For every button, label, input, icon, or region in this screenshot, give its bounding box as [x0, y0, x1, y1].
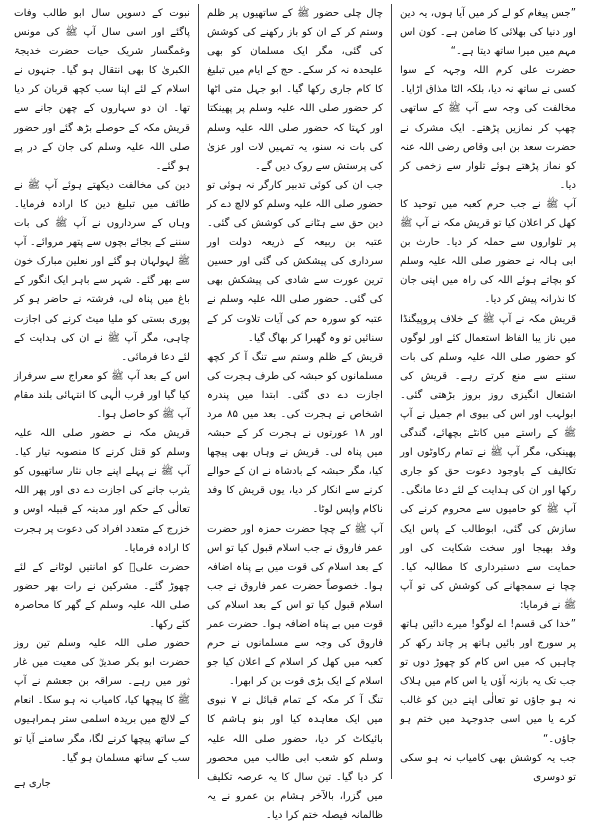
- paragraph: حضرت علی کرم اللہ وجہہ کے سوا کسی نے ساتھ نہ دیا، بلکہ الٹا مذاق اڑایا۔ مخالفت کی وجہ سے آپ ﷺ کے ساتھی چھپ کر نمازیں پڑھتے۔ ایک مشرک نے حضرت سعد بن ابی وقاص رضی اللہ عنہ کو نماز پڑھتے ہوئے تلوار سے زخمی کر دیا۔: [400, 65, 576, 191]
- column-right: [392, 4, 584, 783]
- paragraph: نبوت کے دسویں سال ابو طالب وفات پاگئے اور اسی سال آپ ﷺ کی مونس وغمگسار شریک حیات حضرت خدیجۃ الکبریٰ کا بھی انتقال ہو گیا۔ جنہوں نے اسلام کے لئے اپنا سب کچھ قربان کر دیا تھا۔ ان دو سہاروں کے چھن جانے سے قریش مکہ کے حوصلے بڑھ گئے اور حضور صلی اللہ علیہ وسلم کی جان کے در پے ہو گئے۔: [14, 8, 190, 172]
- continued-note: جاری ہے: [14, 778, 51, 789]
- paragraph: حضور صلی اللہ علیہ وسلم تین روز حضرت ابو بکر صدیقؓ کی معیت میں غار ثور میں رہے۔ سراقہ بن جعشم نے آپ ﷺ کا پیچھا کیا، کامیاب نہ ہو سکا۔ انعام کے لالچ میں بریدہ اسلمی ستر ہمراہیوں کے ساتھ پیچھا کرنے لگا، مگر سامنے آیا تو سب کے ساتھ مسلمان ہو گیا۔: [14, 638, 190, 764]
- column-middle: [199, 4, 392, 821]
- paragraph: آپ ﷺ نے جب حرم کعبہ میں توحید کا کھل کر اعلان کیا تو قریش مکہ نے آپ ﷺ پر تلواروں سے حملہ کر دیا۔ حارث بن ابی ہالہ نے حضور صلی اللہ علیہ وسلم کو بچاتے ہوئے اللہ کی راہ میں اپنی جان کا نذرانہ پیش کر دیا۔: [400, 198, 576, 306]
- paragraph: جب ان کی کوئی تدبیر کارگر نہ ہوئی تو حضور صلی اللہ علیہ وسلم کو لالچ دے کر دین حق سے ہٹانے کی کوشش کی گئی۔ عتبہ بن ربیعہ کے ذریعہ دولت اور سرداری کی پیشکش کی گئی اور حسین ترین عورت سے شادی کی پیشکش بھی کی گئی۔ حضور صلی اللہ علیہ وسلم نے عتبہ کو سورہ حم کی آیات تلاوت کر کے سنائیں تو وہ گھبرا کر بھاگ گیا۔: [207, 179, 383, 344]
- paragraph: آپ ﷺ کے چچا حضرت حمزہ اور حضرت عمر فاروق نے جب اسلام قبول کیا تو اس کے بعد اسلام کی قوت میں بے پناہ اضافہ ہوا۔ خصوصاً حضرت عمر فاروق نے جب اسلام قبول کیا تو اس کے بعد اسلام کی قوت میں بے پناہ اضافہ ہوا۔ حضرت عمر فاروق کی وجہ سے مسلمانوں نے حرم کعبہ میں کھل کر اسلام کے اعلان کیا جو اسلام کے ایک بڑی قوت بن کر ابھرا۔: [207, 523, 383, 688]
- paragraph: تنگ آ کر مکہ کے تمام قبائل نے ۷ نبوی میں ایک معاہدہ کیا اور بنو ہاشم کا بائیکاٹ کر دیا، حضور صلی اللہ علیہ وسلم کو شعب ابی طالب میں محصور کر دیا گیا۔ تین سال کا یہ عرصہ تکلیف میں گزرا، بالآخر ہشام بن عمرو نے یہ ظالمانہ فیصلہ ختم کرا دیا۔: [207, 695, 383, 821]
- paragraph: ”خدا کی قسم! اے لوگو! میرے دائیں ہاتھ پر سورج اور بائیں ہاتھ پر چاند رکھ کر چاہیں کہ میں اس کام کو چھوڑ دوں تو جب تک یہ بازنہ آؤں یا اس کام میں ہلاک نہ ہو جاؤں تو تعالٰی اپنے دین کو غالب کرے یا میں اسی جدوجہد میں ختم ہو جاؤں۔“: [400, 619, 576, 745]
- paragraph: قریش مکہ نے آپ ﷺ کے خلاف پروپیگنڈا میں ناز یبا الفاظ استعمال کئے اور لوگوں کو حضور صلی اللہ علیہ وسلم کی بات سننے سے منع کرتے رہے۔ قریش کی اشتعال انگیزی روز بروز بڑھتی گئی۔ ابولہب اور اس کی بیوی ام جمیل نے آپ ﷺ کے راستے میں کانٹے بچھائے، گندگی پھینکی، مگر آپ ﷺ نے تمام رکاوٹوں اور تکالیف کے باوجود دعوت حق کو جاری رکھا اور ان کی ہدایت کے لئے دعا مانگی۔ آپ ﷺ کو حامیوں سے محروم کرنے کی سازش کی گئی، ابوطالب کے پاس ایک وفد بھیجا اور سخت شکایت کی اور حمایت سے دستبرداری کا مطالبہ کیا۔ چچا نے سمجھانے کی کوشش کی تو آپ ﷺ نے فرمایا:: [400, 313, 576, 611]
- column-left: [6, 4, 199, 779]
- paragraph: حضرت علیؓ کو امانتیں لوٹانے کے لئے چھوڑ گئے۔ مشرکین نے رات بھر حضور صلی اللہ علیہ وسلم کے گھر کا محاصرہ کئے رکھا۔: [14, 561, 190, 630]
- paragraph: دین کی مخالفت دیکھتے ہوئے آپ ﷺ نے طائف میں تبلیغ دین کا ارادہ فرمایا۔ وہاں کے سرداروں نے آپ ﷺ کی بات سننے کے بجائے بچوں سے پتھر مروائے۔ آپ ﷺ لہولہان ہو گئے اور نعلین مبارک خون سے بھر گئے۔ شہر سے باہر ایک انگور کے باغ میں پناہ لی، فرشتہ نے حاضر ہو کر پوری بستی کو ملیا میٹ کرنے کی اجازت چاہی، مگر آپ ﷺ نے ان کی ہدایت کے لئے دعا فرمائی۔: [14, 179, 190, 363]
- paragraph: چال چلی حضور ﷺ کے ساتھیوں پر ظلم وستم کر کے ان کو باز رکھنے کی کوشش کی گئی، مگر ایک مسلمان کو بھی علیحدہ نہ کر سکے۔ حج کے ایام میں تبلیغ کا کام جاری رکھا گیا۔ ابو جہل متی اٹھا کر حضور صلی اللہ علیہ وسلم پر پھینکتا اور کہتا کہ حضور صلی اللہ علیہ وسلم کی بات نہ سنو، یہ تمہیں لات اور عزیٰ کی پرستش سے روک دیں گے۔: [207, 8, 383, 172]
- paragraph: قریش کے ظلم وستم سے تنگ آ کر کچھ مسلمانوں کو حبشہ کی طرف ہجرت کی اجازت دے دی گئی۔ ابتدا میں پندرہ اشخاص نے ہجرت کی۔ بعد میں ۸۵ مرد اور ۱۸ عورتوں نے ہجرت کر کے حبشہ میں پناہ لی۔ قریش نے وہاں بھی پیچھا کیا، مگر حبشہ کے بادشاہ نے ان کے حوالے کرنے سے انکار کر دیا، یوں قریش کا وفد ناکام واپس لوٹا۔: [207, 351, 383, 516]
- paragraph: ”جس پیغام کو لے کر میں آیا ہوں، یہ دین اور دنیا کی بھلائی کا ضامن ہے۔ کون اس مہم میں میرا ساتھ دیتا ہے۔“: [400, 8, 576, 58]
- paragraph: اس کے بعد آپ ﷺ کو معراج سے سرفراز کیا گیا اور قرب الٰہی کا انتہائی بلند مقام آپ ﷺ کو حاصل ہوا۔: [14, 370, 190, 420]
- paragraph: جب یہ کوشش بھی کامیاب نہ ہو سکی تو دوسری: [400, 752, 576, 783]
- paragraph: قریش مکہ نے حضور صلی اللہ علیہ وسلم کو قتل کرنے کا منصوبہ تیار کیا۔ آپ ﷺ نے پہلے اپنے جاں نثار ساتھیوں کو یثرب جانے کی اجازت دے دی اور پھر اللہ تعالٰی کے حکم اور مدینہ کے قبیلہ اوس و خزرج کے متعدد افراد کی دعوت پر ہجرت کا ارادہ فرمایا۔: [14, 428, 190, 554]
